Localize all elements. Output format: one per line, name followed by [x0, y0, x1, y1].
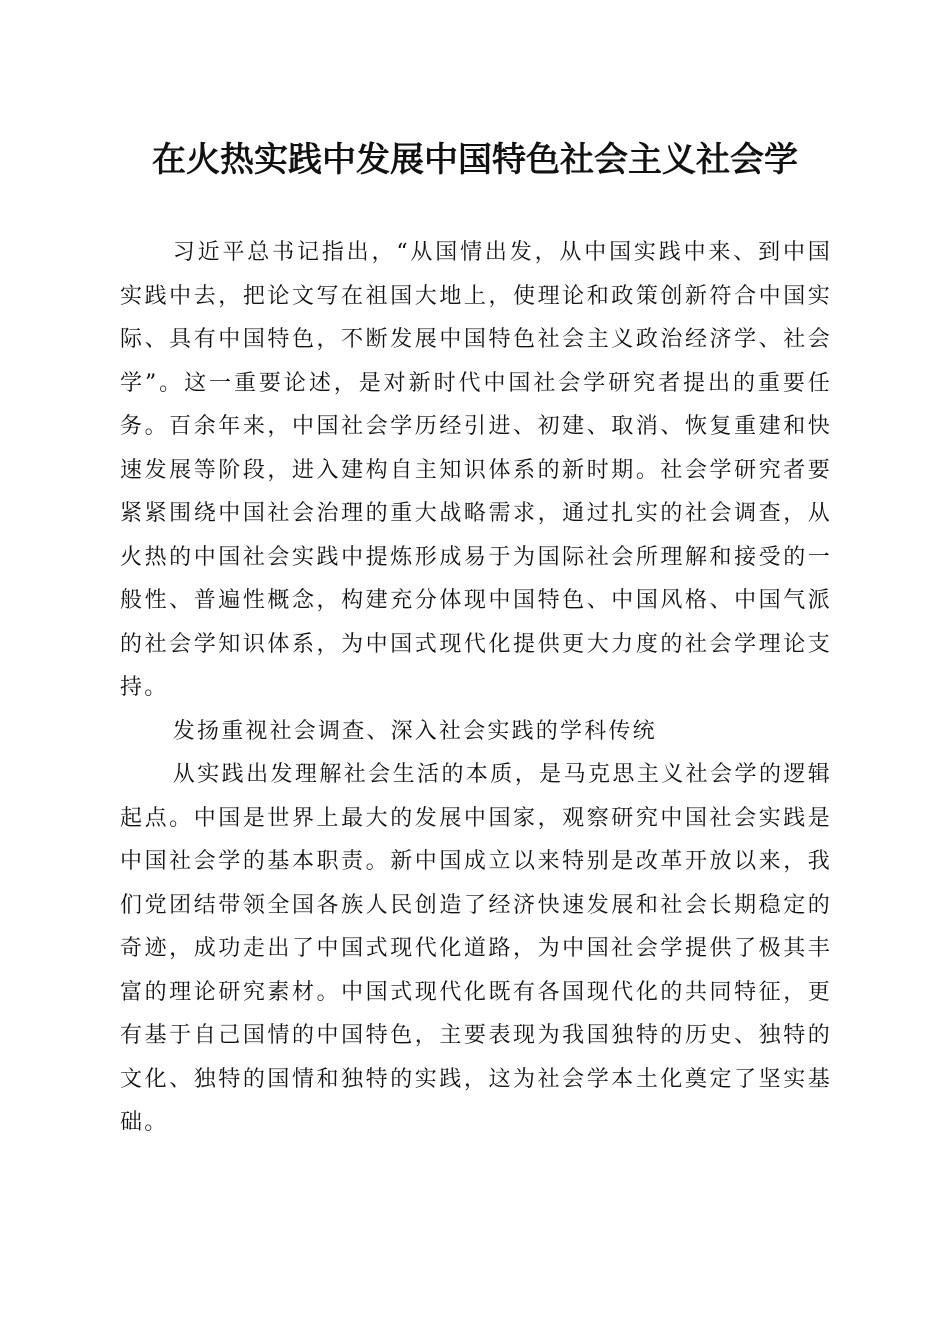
section-heading: 发扬重视社会调查、深入社会实践的学科传统 — [172, 718, 657, 744]
paragraph-practice: 从实践出发理解社会生活的本质，是马克思主义社会学的逻辑起点。中国是世界上最大的发展中国家，观察研究中国社会实践是中国社会学的基本职责。新中国成立以来特别是改革开放以来，我们党团结带领全国各族人民创造了经济快速发展和社会长期稳定的奇迹，成功走出了中国式现代化道路，为中国社会学提供了极其丰富的理论研究素材。中国式现代化既有各国现代化的共同特征，更有基于自己国情的中国特色，主要表现为我国独特的历史、独特的文化、独特的国情和独特的实践，这为社会学本土化奠定了坚实基础。 — [120, 762, 832, 1135]
document-title: 在火热实践中发展中国特色社会主义社会学 — [152, 140, 798, 180]
paragraph-intro: 习近平总书记指出，“从国情出发，从中国实践中来、到中国实践中去，把论文写在祖国大地上，使理论和政策创新符合中国实际、具有中国特色，不断发展中国特色社会主义政治经济学、社会学”。这一重要论述，是对新时代中国社会学研究者提出的重要任务。百余年来，中国社会学历经引进、初建、取消、恢复重建和快速发展等阶段，进入建构自主知识体系的新时期。社会学研究者要紧紧围绕中国社会治理的重大战略需求，通过扎实的社会调查，从火热的中国社会实践中提炼形成易于为国际社会所理解和接受的一般性、普遍性概念，构建充分体现中国特色、中国风格、中国气派的社会学知识体系，为中国式现代化提供更大力度的社会学理论支持。 — [120, 240, 832, 700]
document-body — [120, 231, 832, 1145]
